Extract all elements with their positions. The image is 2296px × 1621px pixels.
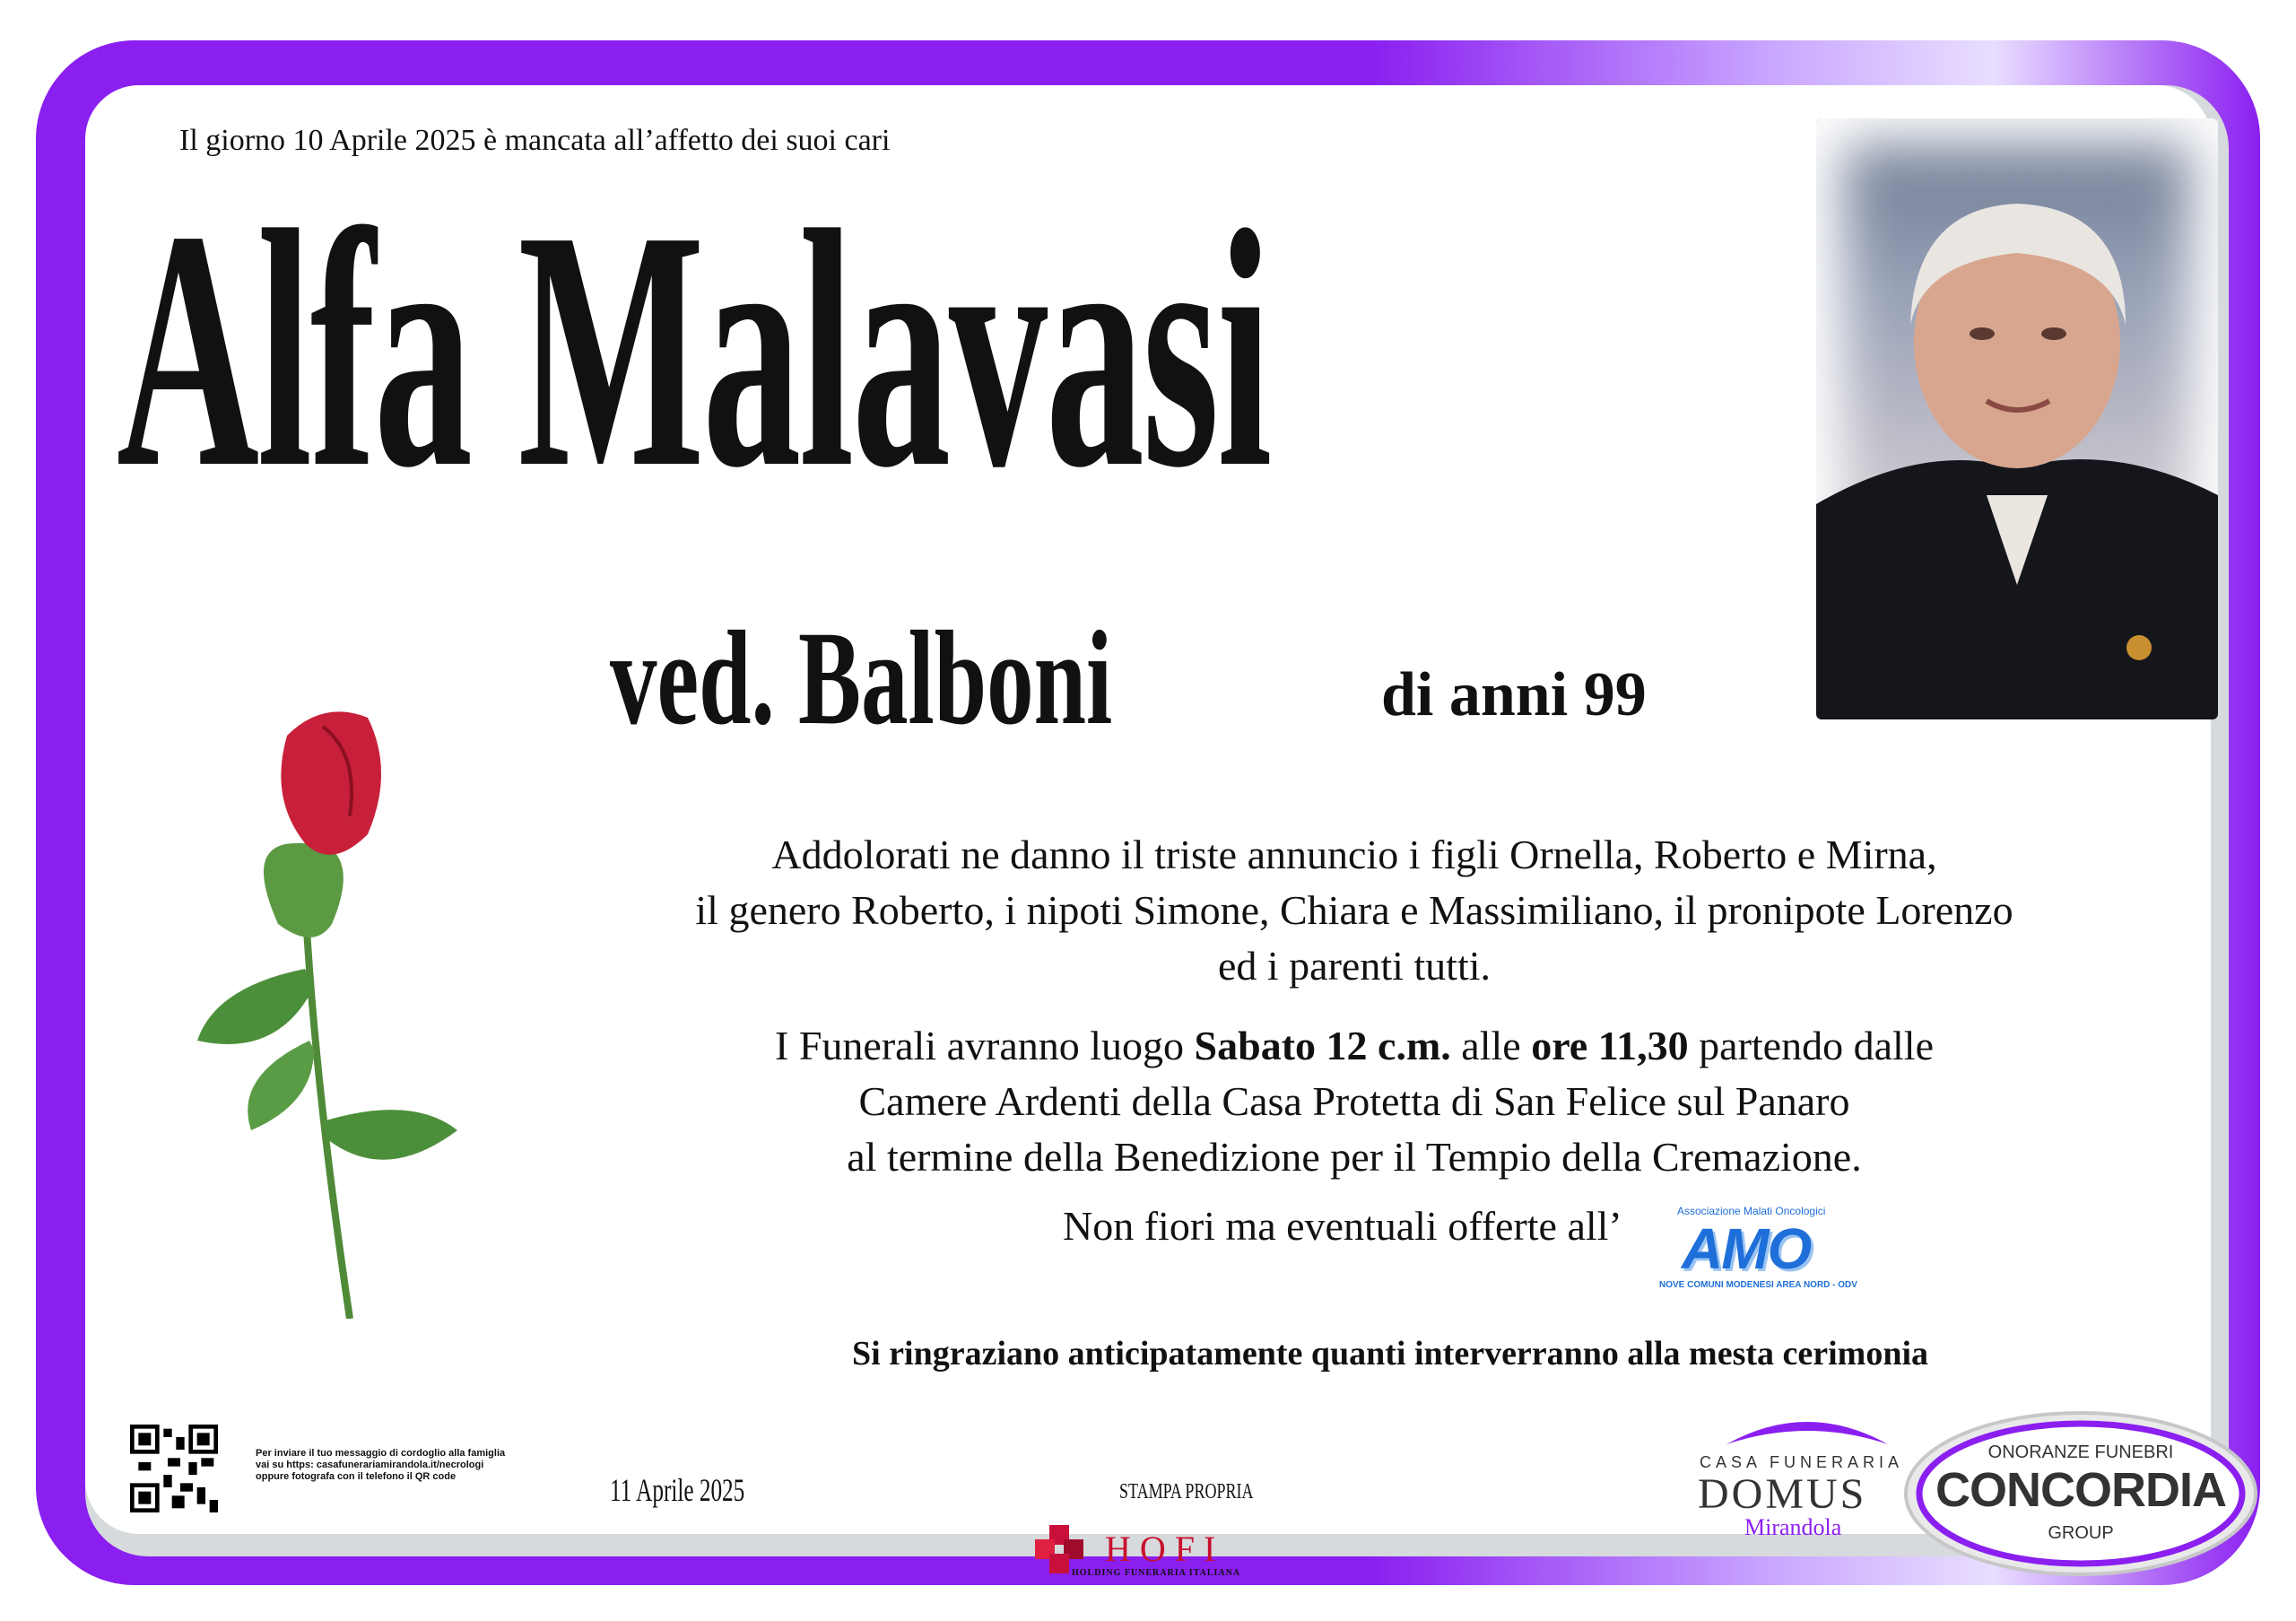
age: di anni 99 bbox=[1381, 660, 1647, 729]
portrait-illustration bbox=[1816, 118, 2218, 719]
concordia-bottom: GROUP bbox=[2048, 1523, 2114, 1543]
funeral-time: ore 11,30 bbox=[1531, 1023, 1689, 1068]
family-line-1: Addolorati ne danno il triste annuncio i figli Ornella, Roberto e Mirna, bbox=[771, 832, 1937, 877]
offerings-text: Non fiori ma eventuali offerte all’ bbox=[1063, 1203, 1622, 1249]
publication-date: 11 Aprile 2025 bbox=[610, 1472, 745, 1508]
amo-name: AMO bbox=[1682, 1216, 1811, 1281]
concordia-logo bbox=[1901, 1408, 2260, 1579]
domus-top: CASA FUNERARIA bbox=[1700, 1453, 1904, 1471]
funeral-post: partendo dalle bbox=[1688, 1023, 1934, 1068]
qr-instructions bbox=[256, 1448, 525, 1483]
qr-line-3: oppure fotografa con il telefono il QR code bbox=[256, 1471, 457, 1482]
amo-top: Associazione Malati Oncologici bbox=[1677, 1205, 1826, 1217]
amo-logo bbox=[1650, 1205, 1874, 1294]
thanks-text: Si ringraziano anticipatamente quanti interverranno alla mesta cerimonia bbox=[851, 1335, 1929, 1373]
stampa-propria: STAMPA PROPRIA bbox=[1119, 1480, 1254, 1503]
portrait-photo bbox=[1816, 118, 2218, 719]
funeral-mid: alle bbox=[1450, 1023, 1532, 1068]
funeral-pre: I Funerali avranno luogo bbox=[775, 1023, 1195, 1068]
concordia-name: CONCORDIA bbox=[1935, 1463, 2226, 1517]
hofi-subtitle: HOLDING FUNERARIA ITALIANA bbox=[1072, 1568, 1241, 1578]
funeral-line-3: al termine della Benedizione per il Tempio della Cremazione. bbox=[847, 1134, 1862, 1180]
qr-line-1: Per inviare il tuo messaggio di cordoglio alla famiglia bbox=[256, 1448, 506, 1459]
domus-name: DOMUS bbox=[1698, 1470, 1867, 1518]
hofi-name: HOFI bbox=[1105, 1529, 1225, 1569]
funeral-line-1 bbox=[538, 1018, 2170, 1074]
qr-code[interactable] bbox=[130, 1425, 218, 1512]
intro-text: Il giorno 10 Aprile 2025 è mancata all’affetto dei suoi cari bbox=[179, 124, 891, 157]
rose-illustration bbox=[179, 700, 484, 1319]
concordia-top: ONORANZE FUNEBRI bbox=[1987, 1442, 2174, 1462]
funeral-line-2: Camere Ardenti della Casa Protetta di San Felice sul Panaro bbox=[858, 1078, 1850, 1124]
deceased-name: Alfa Malavasi bbox=[117, 161, 1271, 538]
qr-line-2: vai su https: casafunerariamirandola.it/necrologi bbox=[256, 1460, 484, 1470]
domus-city: Mirandola bbox=[1744, 1514, 1842, 1540]
family-line-2: il genero Roberto, i nipoti Simone, Chiara e Massimiliano, il pronipote Lorenzo bbox=[695, 887, 2013, 933]
amo-bottom: NOVE COMUNI MODENESI AREA NORD - ODV bbox=[1659, 1280, 1857, 1290]
family-announcement bbox=[538, 827, 2170, 994]
domus-swoosh bbox=[1726, 1408, 1888, 1453]
widow-of: ved. Balboni bbox=[610, 604, 1113, 753]
family-line-3: ed i parenti tutti. bbox=[1217, 943, 1492, 989]
funeral-details bbox=[538, 1018, 2170, 1185]
funeral-day: Sabato 12 c.m. bbox=[1194, 1023, 1451, 1068]
